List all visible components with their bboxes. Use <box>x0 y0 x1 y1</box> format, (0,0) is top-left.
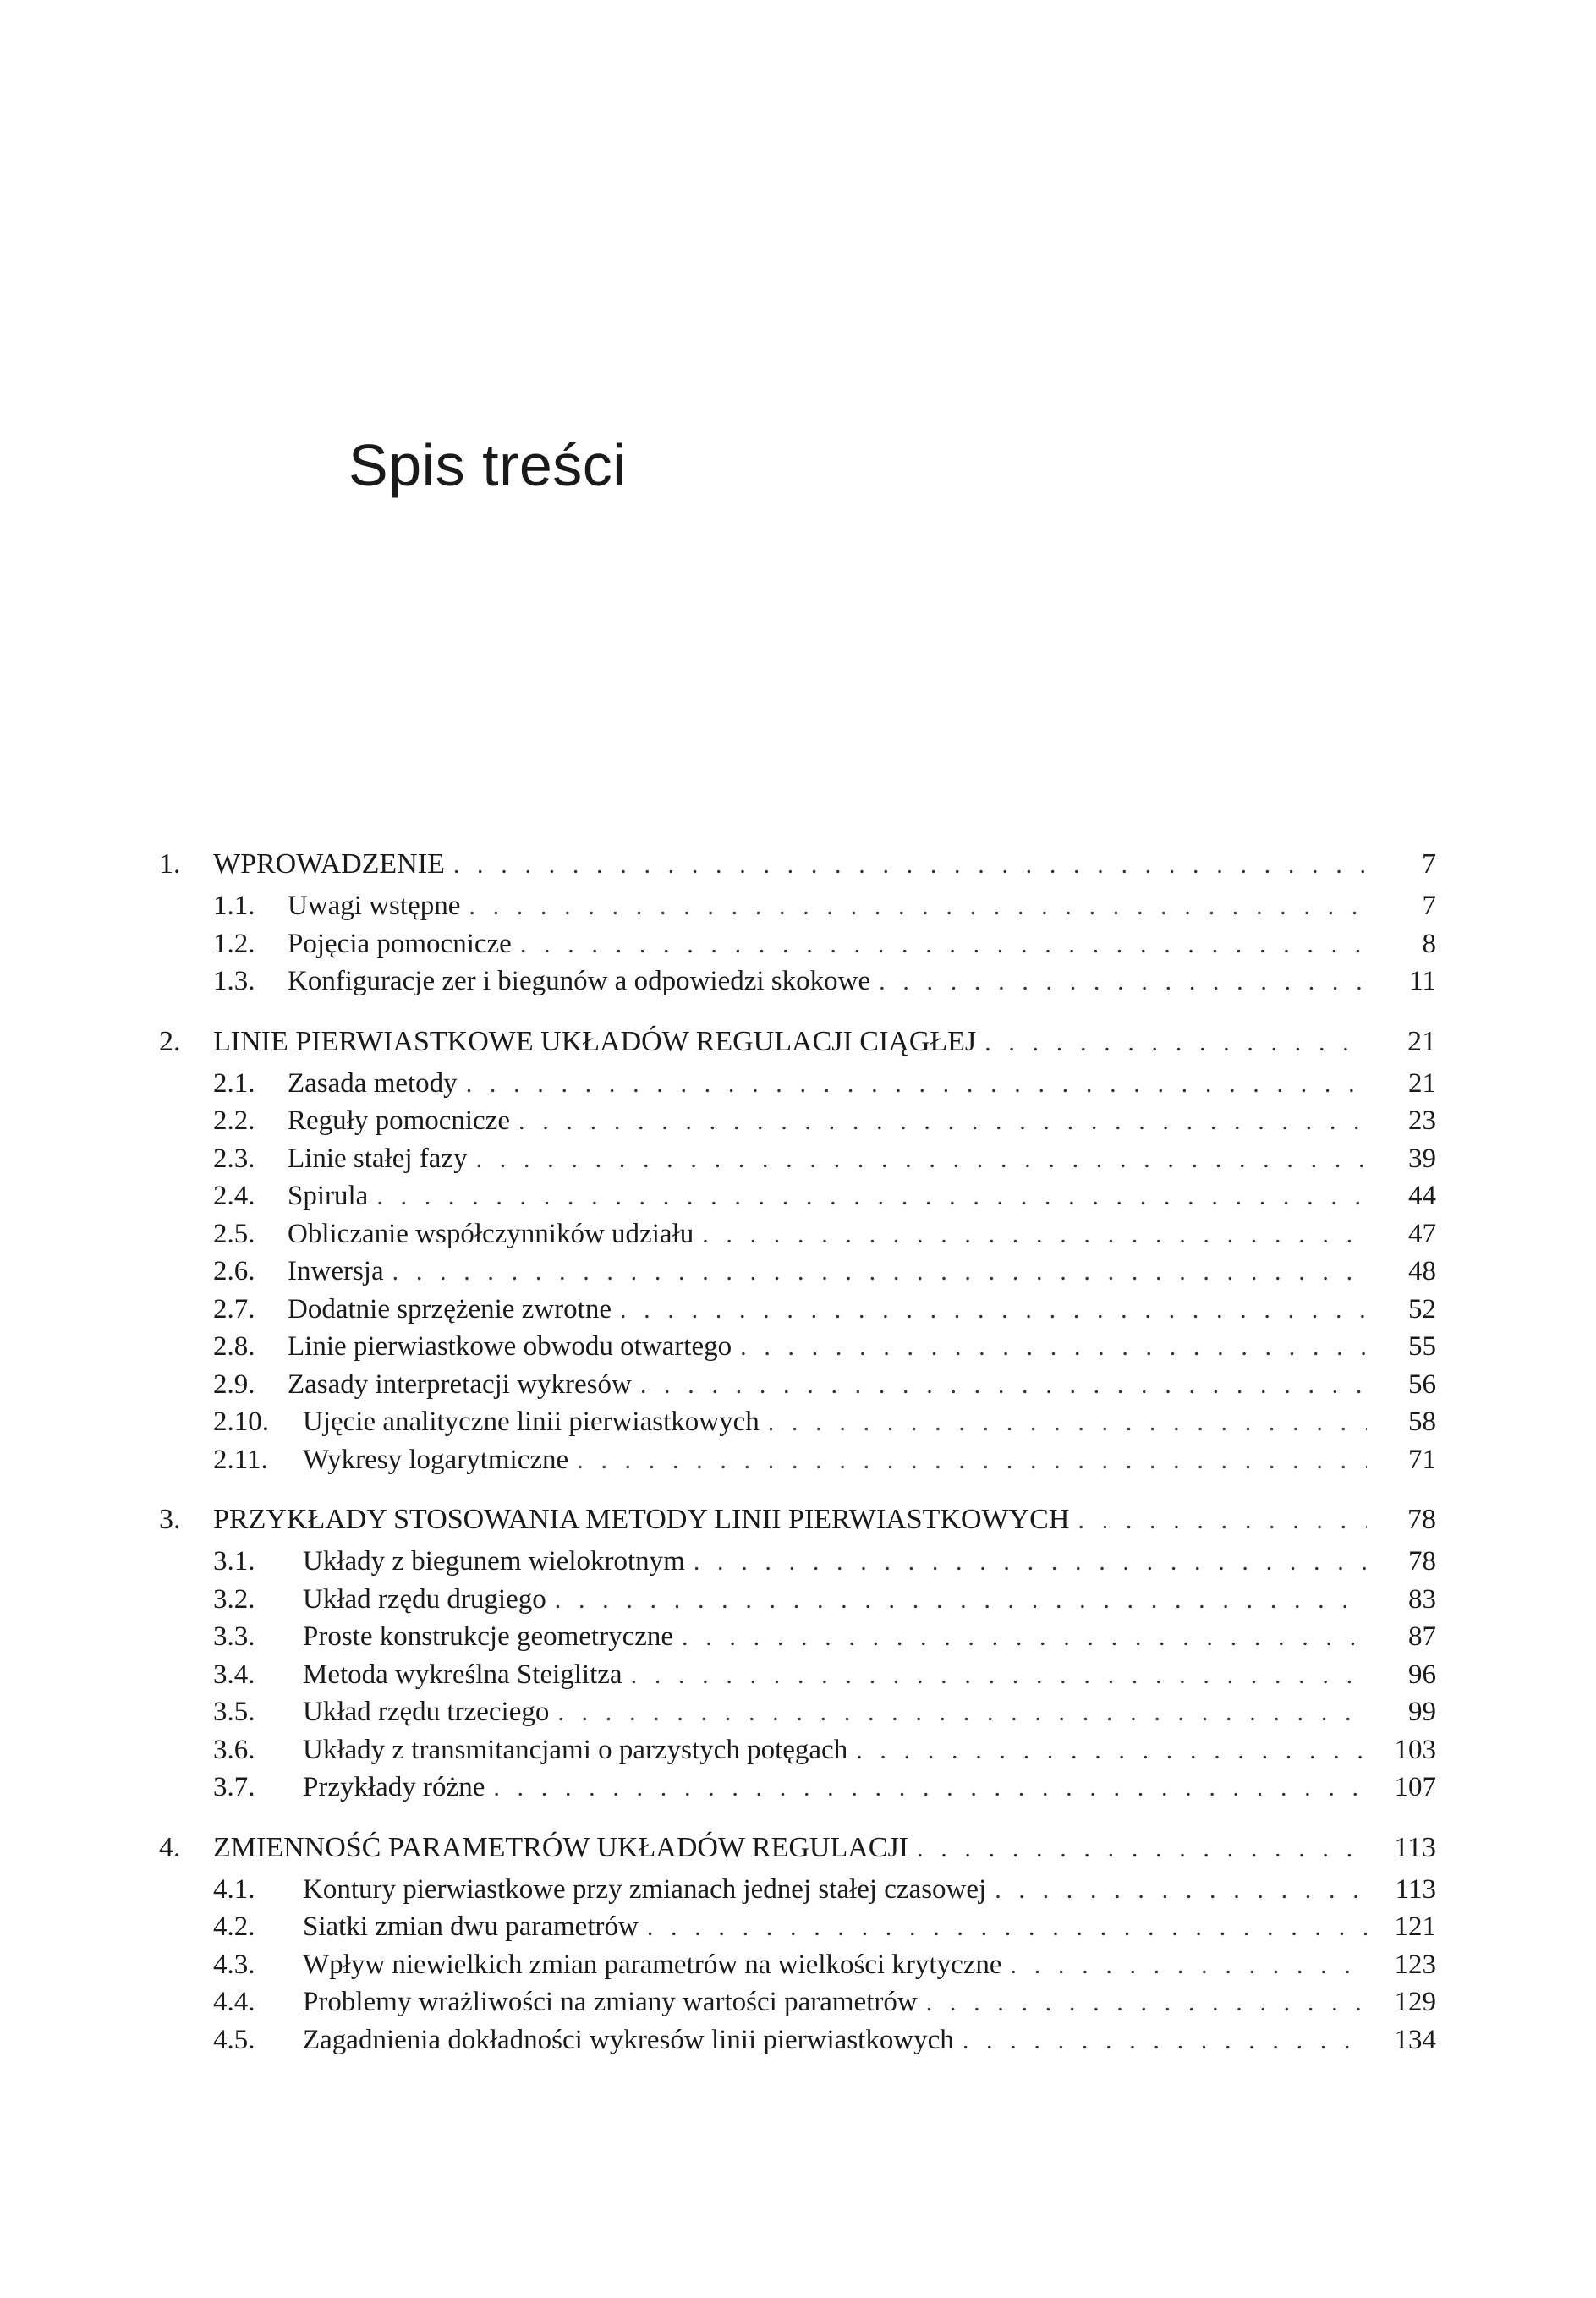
toc-chapter-entry[interactable] <box>159 1497 1436 1543</box>
section-number: 3.6. <box>213 1734 255 1765</box>
page-number: 78 <box>1407 1504 1436 1535</box>
dot-leader <box>702 1216 1367 1254</box>
toc-section-entry[interactable] <box>159 1769 1436 1807</box>
page-number: 21 <box>1408 1067 1436 1099</box>
chapter-title: LINIE PIERWIASTKOWE UKŁADÓW REGULACJI CIĄGŁEJ <box>213 1025 977 1057</box>
toc-section-entry[interactable] <box>159 1140 1436 1178</box>
section-title: Spirula <box>288 1181 369 1211</box>
section-title: Reguły pomocnicze <box>288 1105 511 1136</box>
section-number: 1.3. <box>213 966 255 996</box>
page-title: Spis treści <box>348 432 627 498</box>
dot-leader <box>466 1066 1367 1104</box>
chapter-number: 4. <box>159 1831 181 1863</box>
page-number: 121 <box>1394 1911 1436 1942</box>
section-number: 4.1. <box>213 1873 255 1905</box>
chapter-title: ZMIENNOŚĆ PARAMETRÓW UKŁADÓW REGULACJI <box>213 1831 909 1863</box>
dot-leader <box>917 1826 1367 1872</box>
page-number: 7 <box>1422 891 1436 921</box>
page-number: 83 <box>1408 1583 1436 1615</box>
section-title: Układ rzędu trzeciego <box>303 1697 550 1727</box>
section-number: 1.2. <box>213 928 255 959</box>
section-title: Wykresy logarytmiczne <box>303 1444 569 1475</box>
section-title: Wpływ niewielkich zmian parametrów na wielkości krytyczne <box>303 1949 1002 1980</box>
section-number: 2.11. <box>213 1444 268 1475</box>
toc-section-entry[interactable] <box>159 2021 1436 2059</box>
section-number: 2.4. <box>213 1181 255 1211</box>
section-number: 2.3. <box>213 1143 255 1174</box>
table-of-contents <box>159 842 1436 2077</box>
section-title: Proste konstrukcje geometryczne <box>303 1621 674 1652</box>
page-number: 8 <box>1422 928 1436 959</box>
toc-section-entry[interactable] <box>159 887 1436 925</box>
toc-chapter-2 <box>159 1019 1436 1479</box>
page-number: 21 <box>1407 1025 1436 1057</box>
chapter-number: 2. <box>159 1025 181 1057</box>
dot-leader <box>1078 1498 1367 1544</box>
page-number: 47 <box>1408 1218 1436 1249</box>
dot-leader <box>856 1732 1367 1770</box>
page-number: 113 <box>1394 1831 1436 1863</box>
page-number: 134 <box>1394 2024 1436 2055</box>
toc-section-entry[interactable] <box>159 1065 1436 1103</box>
dot-leader <box>520 926 1367 964</box>
section-number: 2.1. <box>213 1067 255 1099</box>
toc-section-entry[interactable] <box>159 1656 1436 1694</box>
dot-leader <box>740 1329 1367 1367</box>
section-title: Siatki zmian dwu parametrów <box>303 1911 639 1942</box>
section-title: Układy z transmitancjami o parzystych potęgach <box>303 1734 848 1765</box>
toc-chapter-entry[interactable] <box>159 1825 1436 1871</box>
section-title: Układy z biegunem wielokrotnym <box>303 1546 685 1577</box>
toc-chapter-entry[interactable] <box>159 1019 1436 1065</box>
dot-leader <box>518 1103 1367 1141</box>
dot-leader <box>476 1141 1367 1179</box>
section-number: 3.7. <box>213 1772 255 1802</box>
dot-leader <box>620 1292 1367 1330</box>
page-number: 71 <box>1408 1444 1436 1475</box>
section-number: 2.2. <box>213 1105 255 1136</box>
section-title: Linie pierwiastkowe obwodu otwartego <box>288 1331 732 1362</box>
section-title: Uwagi wstępne <box>288 891 461 921</box>
page-number: 44 <box>1408 1181 1436 1211</box>
dot-leader <box>647 1909 1367 1947</box>
chapter-number: 3. <box>159 1504 181 1535</box>
toc-section-entry[interactable] <box>159 1908 1436 1946</box>
page-number: 87 <box>1408 1621 1436 1652</box>
toc-section-entry[interactable] <box>159 1215 1436 1253</box>
section-number: 3.2. <box>213 1583 255 1615</box>
section-number: 2.5. <box>213 1218 255 1249</box>
page-number: 48 <box>1408 1256 1436 1286</box>
dot-leader <box>995 1872 1367 1910</box>
section-number: 3.1. <box>213 1546 255 1577</box>
page-number: 123 <box>1394 1949 1436 1980</box>
toc-section-entry[interactable] <box>159 1253 1436 1291</box>
section-number: 3.4. <box>213 1659 255 1690</box>
section-number: 4.2. <box>213 1911 255 1942</box>
section-title: Metoda wykreślna Steiglitza <box>303 1659 622 1690</box>
page-number: 107 <box>1394 1772 1436 1802</box>
section-title: Ujęcie analityczne linii pierwiastkowych <box>303 1407 760 1437</box>
toc-section-entry[interactable] <box>159 1366 1436 1404</box>
toc-section-entry[interactable] <box>159 1871 1436 1909</box>
toc-section-entry[interactable] <box>159 1693 1436 1731</box>
toc-section-entry[interactable] <box>159 1291 1436 1329</box>
section-number: 2.7. <box>213 1293 255 1325</box>
toc-section-entry[interactable] <box>159 1328 1436 1366</box>
page-number: 129 <box>1394 1987 1436 2017</box>
page-number: 58 <box>1408 1407 1436 1437</box>
page-number: 103 <box>1394 1734 1436 1765</box>
dot-leader <box>640 1367 1367 1405</box>
page-number: 78 <box>1408 1546 1436 1577</box>
section-number: 1.1. <box>213 891 255 921</box>
dot-leader <box>631 1657 1367 1695</box>
toc-section-entry[interactable] <box>159 1102 1436 1140</box>
dot-leader <box>682 1619 1367 1657</box>
page-number: 39 <box>1408 1143 1436 1174</box>
page-number: 7 <box>1422 848 1436 880</box>
page-number: 96 <box>1408 1659 1436 1690</box>
section-title: Układ rzędu drugiego <box>303 1583 546 1615</box>
section-title: Przykłady różne <box>303 1772 485 1802</box>
toc-chapter-1 <box>159 842 1436 1001</box>
page-number: 56 <box>1408 1368 1436 1400</box>
section-title: Inwersja <box>288 1256 384 1286</box>
dot-leader <box>984 1020 1367 1066</box>
section-number: 3.5. <box>213 1697 255 1727</box>
section-number: 4.5. <box>213 2024 255 2055</box>
chapter-title: WPROWADZENIE <box>213 848 445 880</box>
dot-leader <box>963 2022 1367 2060</box>
chapter-number: 1. <box>159 848 181 880</box>
page-number: 11 <box>1409 966 1436 996</box>
toc-chapter-entry[interactable] <box>159 842 1436 887</box>
toc-section-entry[interactable] <box>159 1543 1436 1581</box>
dot-leader <box>694 1544 1367 1582</box>
toc-section-entry[interactable] <box>159 1403 1436 1441</box>
section-title: Kontury pierwiastkowe przy zmianach jednej stałej czasowej <box>303 1873 987 1905</box>
section-number: 3.3. <box>213 1621 255 1652</box>
toc-section-entry[interactable] <box>159 1731 1436 1769</box>
toc-section-entry[interactable] <box>159 925 1436 963</box>
page-number: 113 <box>1395 1873 1436 1905</box>
section-number: 2.6. <box>213 1256 255 1286</box>
section-title: Konfiguracje zer i biegunów a odpowiedzi skokowe <box>288 966 871 996</box>
dot-leader <box>493 1769 1367 1807</box>
toc-section-entry[interactable] <box>159 1983 1436 2021</box>
dot-leader <box>577 1442 1367 1480</box>
section-title: Pojęcia pomocnicze <box>288 928 512 959</box>
section-title: Zasady interpretacji wykresów <box>288 1368 632 1400</box>
dot-leader <box>1011 1947 1367 1985</box>
section-title: Linie stałej fazy <box>288 1143 468 1174</box>
dot-leader <box>555 1582 1367 1620</box>
toc-chapter-4 <box>159 1825 1436 2059</box>
section-title: Zasada metody <box>288 1067 458 1099</box>
dot-leader <box>557 1694 1367 1732</box>
toc-chapter-3 <box>159 1497 1436 1807</box>
page-number: 55 <box>1408 1331 1436 1362</box>
toc-section-entry[interactable] <box>159 1441 1436 1479</box>
section-title: Zagadnienia dokładności wykresów linii pierwiastkowych <box>303 2024 954 2055</box>
section-number: 4.3. <box>213 1949 255 1980</box>
section-number: 2.10. <box>213 1407 269 1437</box>
dot-leader <box>376 1178 1367 1216</box>
section-title: Dodatnie sprzężenie zwrotne <box>288 1293 612 1325</box>
dot-leader <box>879 963 1367 1001</box>
chapter-title: PRZYKŁADY STOSOWANIA METODY LINII PIERWIASTKOWYCH <box>213 1504 1070 1535</box>
dot-leader <box>469 888 1367 926</box>
page-number: 23 <box>1408 1105 1436 1136</box>
section-number: 4.4. <box>213 1987 255 2017</box>
page-number: 52 <box>1408 1293 1436 1325</box>
section-title: Problemy wrażliwości na zmiany wartości parametrów <box>303 1987 918 2017</box>
page-number: 99 <box>1408 1697 1436 1727</box>
dot-leader <box>926 1984 1367 2022</box>
toc-section-entry[interactable] <box>159 1946 1436 1984</box>
section-number: 2.9. <box>213 1368 255 1400</box>
dot-leader <box>392 1253 1367 1292</box>
toc-section-entry[interactable] <box>159 1581 1436 1619</box>
dot-leader <box>768 1404 1367 1442</box>
toc-section-entry[interactable] <box>159 1177 1436 1215</box>
toc-section-entry[interactable] <box>159 963 1436 1001</box>
dot-leader <box>453 842 1367 888</box>
section-title: Obliczanie współczynników udziału <box>288 1218 694 1249</box>
toc-section-entry[interactable] <box>159 1618 1436 1656</box>
section-number: 2.8. <box>213 1331 255 1362</box>
